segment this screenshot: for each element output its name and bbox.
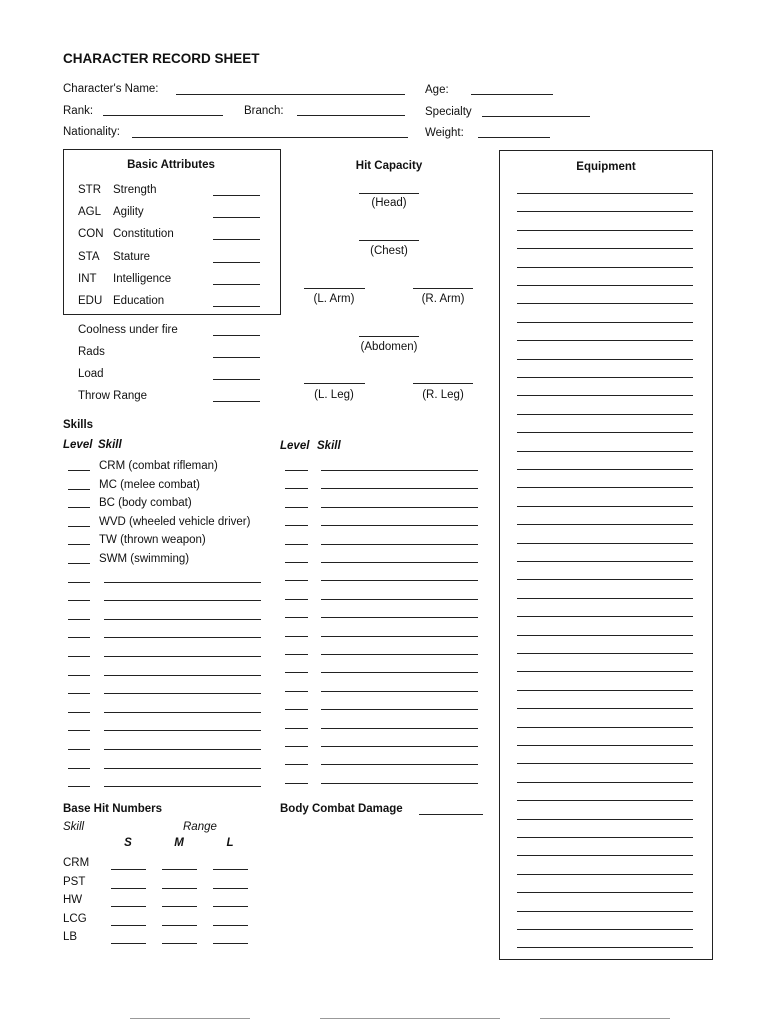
skill-level-field-right[interactable]	[285, 783, 308, 784]
left-leg-label: (L. Leg)	[314, 389, 354, 401]
attribute-abbr: INT	[78, 272, 97, 285]
range-column-header: S	[124, 837, 132, 849]
skill-name: MC (melee combat)	[99, 478, 200, 491]
equipment-line-field[interactable]	[517, 819, 693, 820]
skill-level-field[interactable]	[68, 544, 90, 545]
skill-name-field[interactable]	[104, 693, 261, 694]
skill-level-field[interactable]	[68, 786, 90, 787]
equipment-line-field[interactable]	[517, 543, 693, 544]
secondary-attribute-field[interactable]	[213, 335, 260, 336]
skill-level-field[interactable]	[68, 768, 90, 769]
skill-name-field[interactable]	[104, 786, 261, 787]
skill-name-field[interactable]	[104, 749, 261, 750]
base-hit-value-field[interactable]	[111, 925, 146, 926]
skill-name-field-right[interactable]	[321, 580, 478, 581]
equipment-line-field[interactable]	[517, 359, 693, 360]
base-hit-value-field[interactable]	[213, 906, 248, 907]
chest-field[interactable]	[359, 240, 419, 241]
skill-level-field[interactable]	[68, 637, 90, 638]
equipment-line-field[interactable]	[517, 524, 693, 525]
chest-label: (Chest)	[370, 245, 408, 257]
equipment-line-field[interactable]	[517, 395, 693, 396]
range-header: Range	[183, 821, 217, 833]
skill-level-field[interactable]	[68, 600, 90, 601]
specialty-field[interactable]	[482, 116, 590, 117]
base-hit-value-field[interactable]	[213, 869, 248, 870]
equipment-line-field[interactable]	[517, 671, 693, 672]
branch-label: Branch:	[244, 105, 284, 117]
equipment-line-field[interactable]	[517, 469, 693, 470]
skill-name-field-right[interactable]	[321, 507, 478, 508]
skill-name-field-right[interactable]	[321, 617, 478, 618]
skill-name-field[interactable]	[104, 600, 261, 601]
nationality-field[interactable]	[132, 137, 408, 138]
skill-level-field-right[interactable]	[285, 672, 308, 673]
skill-name-field-right[interactable]	[321, 544, 478, 545]
head-label: (Head)	[371, 197, 407, 209]
nationality-label: Nationality:	[63, 126, 120, 138]
equipment-line-field[interactable]	[517, 579, 693, 580]
attribute-value-field[interactable]	[213, 217, 260, 218]
right-leg-label: (R. Leg)	[422, 389, 464, 401]
equipment-line-field[interactable]	[517, 635, 693, 636]
base-hit-skill-header: Skill	[63, 821, 85, 833]
skill-name-field-right[interactable]	[321, 709, 478, 710]
skill-level-field[interactable]	[68, 582, 90, 583]
equipment-line-field[interactable]	[517, 782, 693, 783]
skill-name-field[interactable]	[104, 712, 261, 713]
base-hit-value-field[interactable]	[162, 925, 197, 926]
base-hit-value-field[interactable]	[213, 943, 248, 944]
equipment-line-field[interactable]	[517, 911, 693, 912]
equipment-line-field[interactable]	[517, 763, 693, 764]
base-hit-numbers-title: Base Hit Numbers	[63, 803, 163, 815]
skill-name: SWM (swimming)	[99, 553, 190, 565]
secondary-attribute-field[interactable]	[213, 401, 260, 402]
skill-name-field-right[interactable]	[321, 691, 478, 692]
secondary-attribute-field[interactable]	[213, 379, 260, 380]
base-hit-value-field[interactable]	[111, 906, 146, 907]
equipment-line-field[interactable]	[517, 248, 693, 249]
base-hit-skill-label: CRM	[63, 857, 90, 869]
skill-name-field-right[interactable]	[321, 672, 478, 673]
range-column-header: L	[226, 837, 234, 849]
scan-mark-line	[540, 1018, 670, 1019]
right-leg-field[interactable]	[413, 383, 473, 384]
right-arm-field[interactable]	[413, 288, 473, 289]
attribute-name: Stature	[113, 250, 151, 263]
skill-name: BC (body combat)	[99, 497, 192, 510]
skill-level-field[interactable]	[68, 563, 90, 564]
left-leg-field[interactable]	[304, 383, 365, 384]
skill-level-field-right[interactable]	[285, 525, 308, 526]
skill-name-field[interactable]	[104, 582, 261, 583]
attribute-value-field[interactable]	[213, 262, 260, 263]
skill-level-field-right[interactable]	[285, 654, 308, 655]
equipment-title: Equipment	[576, 161, 636, 173]
skill-level-field[interactable]	[68, 730, 90, 731]
equipment-line-field[interactable]	[517, 929, 693, 930]
skill-name-field-right[interactable]	[321, 525, 478, 526]
attribute-abbr: EDU	[78, 295, 103, 307]
attribute-value-field[interactable]	[213, 284, 260, 285]
base-hit-skill-label: HW	[63, 894, 83, 907]
abdomen-field[interactable]	[359, 336, 419, 337]
skills-title: Skills	[63, 419, 94, 431]
branch-field[interactable]	[297, 115, 405, 116]
attribute-name: Constitution	[113, 228, 174, 241]
skill-level-field[interactable]	[68, 749, 90, 750]
equipment-line-field[interactable]	[517, 616, 693, 617]
equipment-line-field[interactable]	[517, 230, 693, 231]
equipment-line-field[interactable]	[517, 487, 693, 488]
equipment-line-field[interactable]	[517, 892, 693, 893]
skill-level-field[interactable]	[68, 470, 90, 471]
skill-name-field-right[interactable]	[321, 636, 478, 637]
abdomen-label: (Abdomen)	[360, 341, 418, 353]
secondary-attribute-label: Load	[78, 368, 104, 380]
right-arm-label: (R. Arm)	[421, 293, 465, 305]
skill-name-field[interactable]	[104, 656, 261, 657]
basic-attributes-title: Basic Attributes	[127, 159, 215, 171]
skill-level-field[interactable]	[68, 656, 90, 657]
skill-name-field[interactable]	[104, 768, 261, 769]
age-field[interactable]	[471, 94, 553, 95]
base-hit-value-field[interactable]	[162, 906, 197, 907]
equipment-line-field[interactable]	[517, 598, 693, 599]
equipment-line-field[interactable]	[517, 193, 693, 194]
attribute-value-field[interactable]	[213, 306, 260, 307]
skill-level-field-right[interactable]	[285, 544, 308, 545]
secondary-attribute-label: Throw Range	[78, 390, 148, 402]
skill-level-field-right[interactable]	[285, 691, 308, 692]
skill-level-field[interactable]	[68, 675, 90, 676]
equipment-line-field[interactable]	[517, 285, 693, 286]
level-header-right: Level	[280, 440, 310, 452]
specialty-label: Specialty	[425, 106, 472, 118]
skill-level-field[interactable]	[68, 526, 90, 527]
equipment-line-field[interactable]	[517, 837, 693, 838]
level-header: Level	[63, 439, 93, 451]
skill-level-field-right[interactable]	[285, 728, 308, 729]
equipment-line-field[interactable]	[517, 561, 693, 562]
skill-level-field-right[interactable]	[285, 470, 308, 471]
left-arm-field[interactable]	[304, 288, 365, 289]
rank-field[interactable]	[103, 115, 223, 116]
skill-name: WVD (wheeled vehicle driver)	[99, 515, 251, 528]
skill-name-field[interactable]	[104, 637, 261, 638]
skill-level-field-right[interactable]	[285, 580, 308, 581]
attribute-value-field[interactable]	[213, 239, 260, 240]
equipment-line-field[interactable]	[517, 451, 693, 452]
base-hit-value-field[interactable]	[111, 888, 146, 889]
skill-header: Skill	[98, 439, 122, 451]
name-field[interactable]	[176, 94, 405, 95]
skill-name: CRM (combat rifleman)	[99, 460, 218, 472]
equipment-line-field[interactable]	[517, 211, 693, 212]
skill-name-field-right[interactable]	[321, 654, 478, 655]
body-combat-damage-label: Body Combat Damage	[280, 803, 403, 815]
base-hit-skill-label: PST	[63, 875, 86, 888]
skill-level-field[interactable]	[68, 619, 90, 620]
equipment-line-field[interactable]	[517, 708, 693, 709]
page-title: CHARACTER RECORD SHEET	[63, 51, 260, 66]
skill-level-field-right[interactable]	[285, 764, 308, 765]
base-hit-value-field[interactable]	[213, 925, 248, 926]
skill-level-field-right[interactable]	[285, 507, 308, 508]
skill-level-field-right[interactable]	[285, 488, 308, 489]
skill-name-field-right[interactable]	[321, 488, 478, 489]
equipment-line-field[interactable]	[517, 506, 693, 507]
skill-name-field[interactable]	[104, 730, 261, 731]
base-hit-value-field[interactable]	[162, 943, 197, 944]
left-arm-label: (L. Arm)	[313, 293, 355, 305]
equipment-line-field[interactable]	[517, 377, 693, 378]
base-hit-skill-label: LB	[63, 931, 78, 944]
equipment-line-field[interactable]	[517, 322, 693, 323]
equipment-line-field[interactable]	[517, 855, 693, 856]
secondary-attribute-label: Rads	[78, 346, 105, 358]
skill-level-field-right[interactable]	[285, 709, 308, 710]
age-label: Age:	[425, 84, 449, 96]
skill-level-field-right[interactable]	[285, 746, 308, 747]
skill-name-field-right[interactable]	[321, 470, 478, 471]
attribute-name: Agility	[113, 206, 144, 219]
weight-field[interactable]	[478, 137, 550, 138]
skill-name-field[interactable]	[104, 675, 261, 676]
base-hit-value-field[interactable]	[162, 869, 197, 870]
skill-name-field-right[interactable]	[321, 764, 478, 765]
skill-header-right: Skill	[317, 440, 341, 452]
weight-label: Weight:	[425, 127, 464, 139]
equipment-line-field[interactable]	[517, 947, 693, 948]
attribute-abbr: STA	[78, 250, 100, 263]
skill-name-field-right[interactable]	[321, 783, 478, 784]
skill-name-field-right[interactable]	[321, 728, 478, 729]
skill-level-field-right[interactable]	[285, 617, 308, 618]
scan-mark-line	[130, 1018, 250, 1019]
equipment-line-field[interactable]	[517, 432, 693, 433]
scan-mark-line	[320, 1018, 500, 1019]
attribute-name: Strength	[113, 184, 157, 196]
base-hit-value-field[interactable]	[162, 888, 197, 889]
attribute-abbr: CON	[78, 228, 104, 241]
attribute-name: Education	[113, 295, 165, 307]
skill-name: TW (thrown weapon)	[99, 534, 206, 547]
attribute-abbr: STR	[78, 184, 101, 196]
base-hit-skill-label: LCG	[63, 912, 87, 925]
skill-level-field[interactable]	[68, 507, 90, 508]
skill-name-field-right[interactable]	[321, 746, 478, 747]
base-hit-value-field[interactable]	[111, 869, 146, 870]
secondary-attribute-field[interactable]	[213, 357, 260, 358]
skill-level-field-right[interactable]	[285, 636, 308, 637]
equipment-line-field[interactable]	[517, 414, 693, 415]
head-field[interactable]	[359, 193, 419, 194]
rank-label: Rank:	[63, 105, 94, 117]
equipment-line-field[interactable]	[517, 800, 693, 801]
body-combat-damage-field[interactable]	[419, 814, 483, 815]
base-hit-value-field[interactable]	[213, 888, 248, 889]
skill-level-field[interactable]	[68, 712, 90, 713]
skill-level-field[interactable]	[68, 693, 90, 694]
attribute-value-field[interactable]	[213, 195, 260, 196]
hit-capacity-title: Hit Capacity	[355, 160, 423, 172]
skill-level-field-right[interactable]	[285, 562, 308, 563]
skill-level-field[interactable]	[68, 489, 90, 490]
secondary-attribute-label: Coolness under fire	[78, 324, 178, 336]
equipment-line-field[interactable]	[517, 340, 693, 341]
equipment-line-field[interactable]	[517, 690, 693, 691]
range-column-header: M	[174, 837, 184, 849]
name-label: Character's Name:	[63, 83, 159, 95]
equipment-box	[499, 150, 713, 960]
equipment-line-field[interactable]	[517, 653, 693, 654]
equipment-line-field[interactable]	[517, 303, 693, 304]
equipment-line-field[interactable]	[517, 727, 693, 728]
skill-name-field[interactable]	[104, 619, 261, 620]
equipment-line-field[interactable]	[517, 745, 693, 746]
attribute-name: Intelligence	[113, 272, 172, 285]
skill-name-field-right[interactable]	[321, 599, 478, 600]
attribute-abbr: AGL	[78, 206, 102, 219]
equipment-line-field[interactable]	[517, 267, 693, 268]
skill-name-field-right[interactable]	[321, 562, 478, 563]
base-hit-value-field[interactable]	[111, 943, 146, 944]
equipment-line-field[interactable]	[517, 874, 693, 875]
skill-level-field-right[interactable]	[285, 599, 308, 600]
